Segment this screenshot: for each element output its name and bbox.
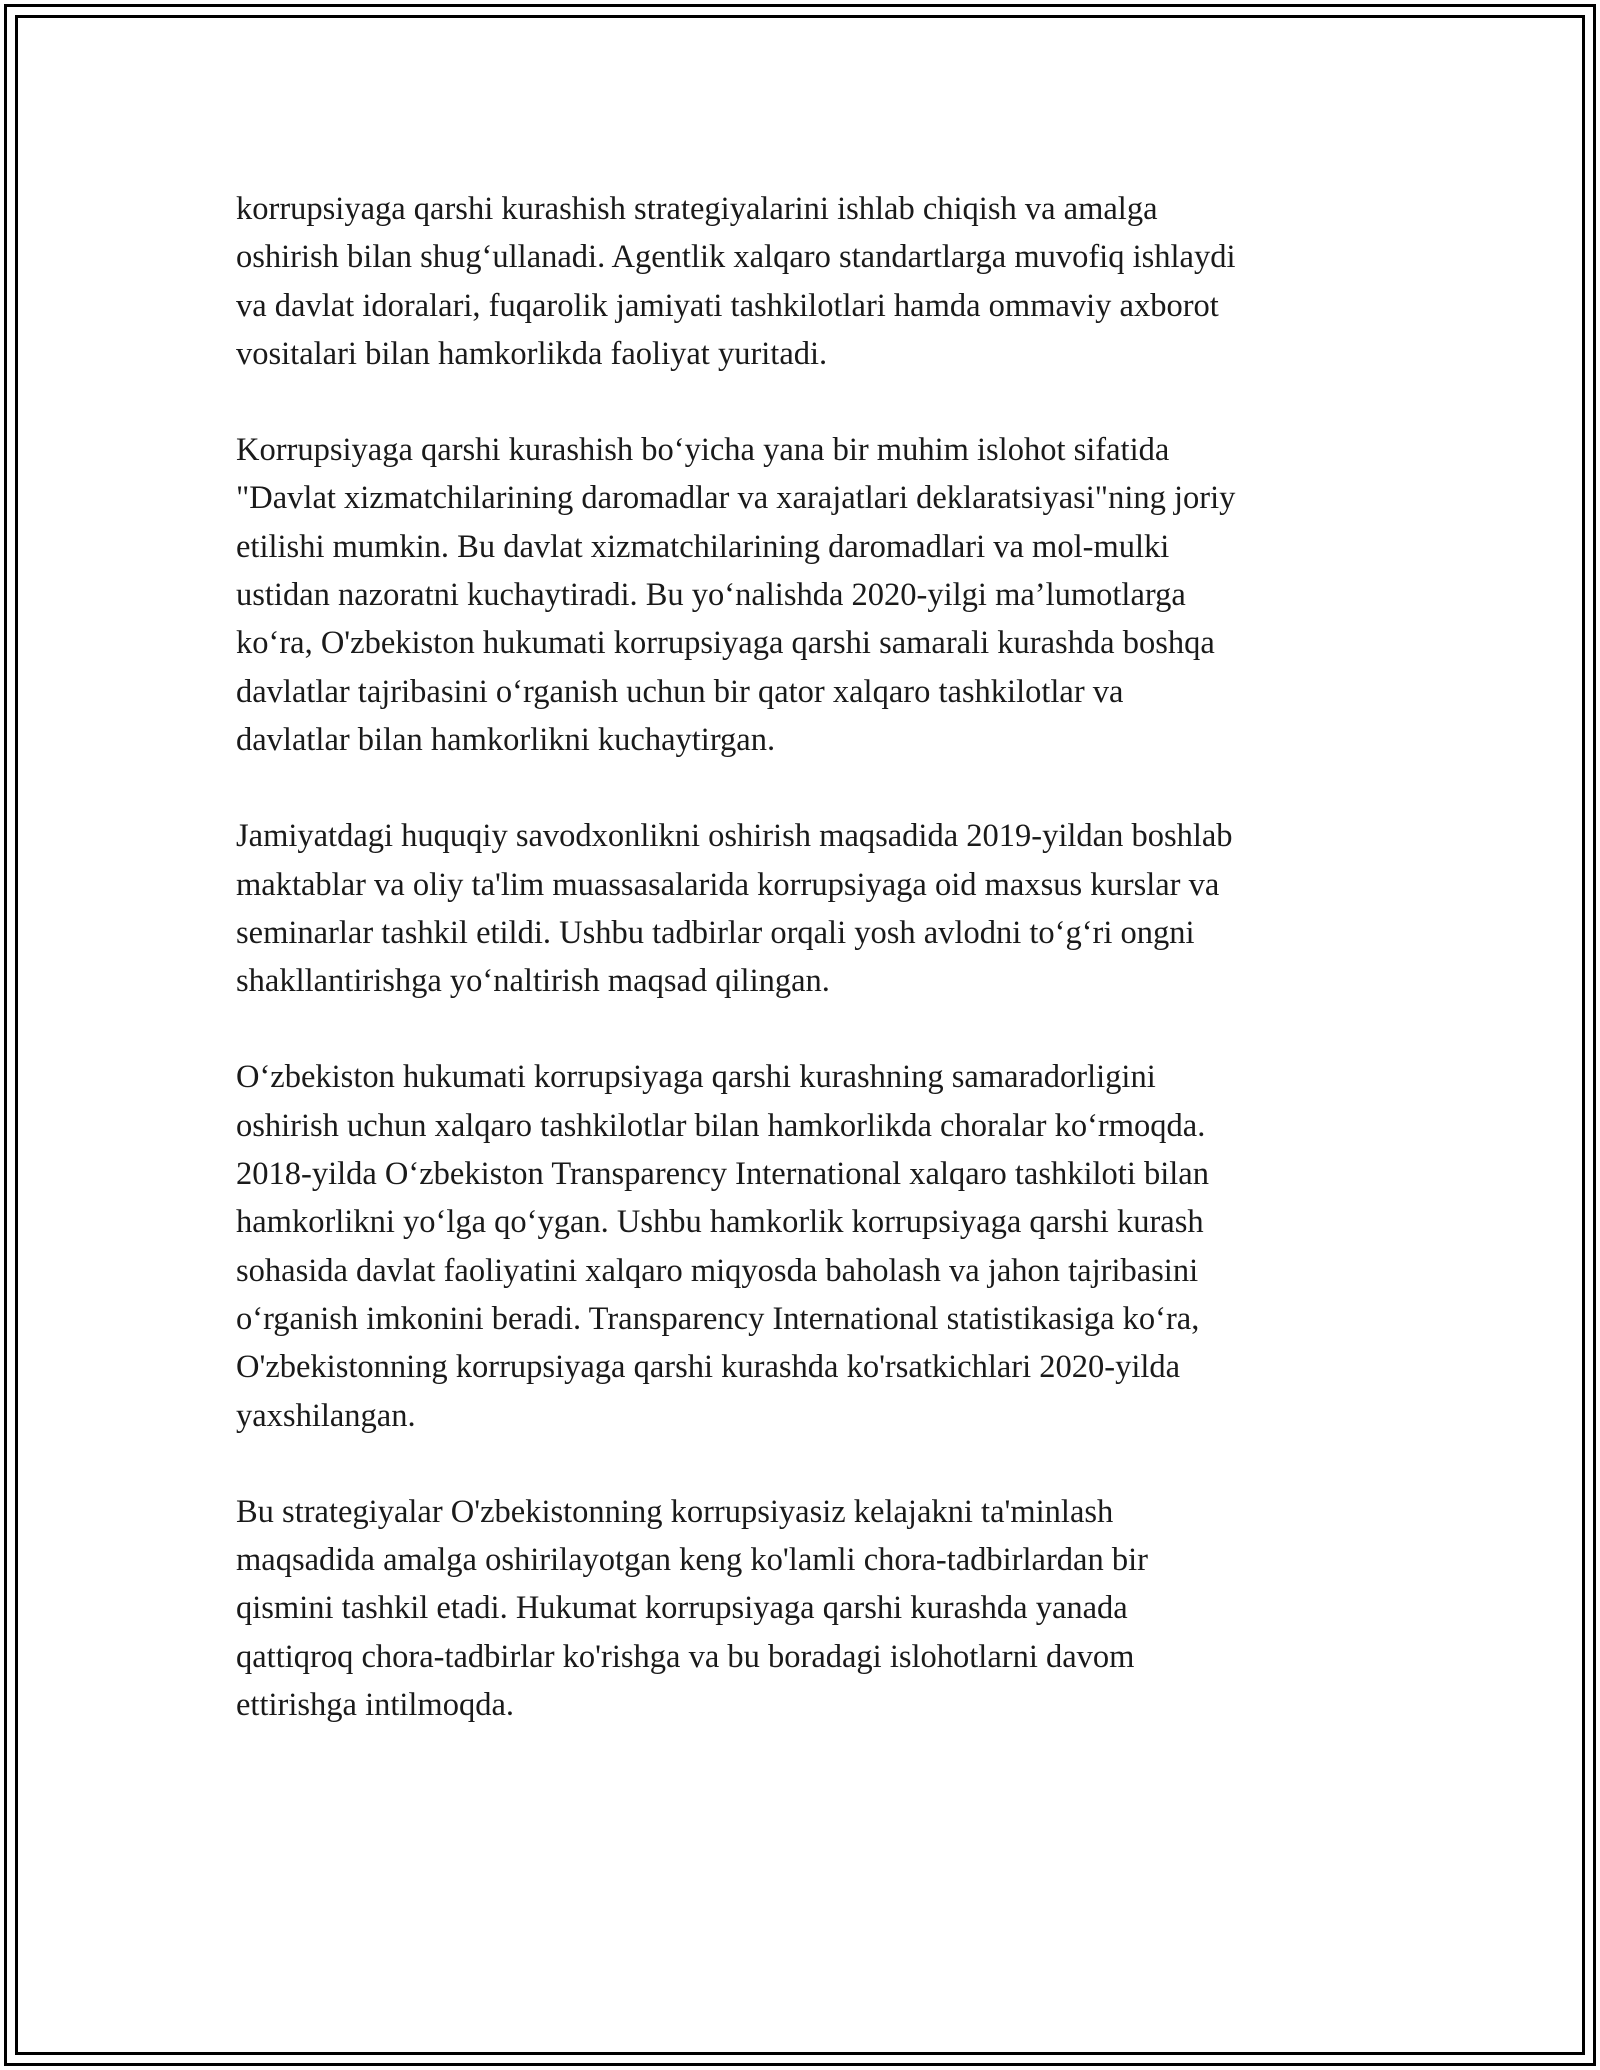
paragraph-5: Bu strategiyalar O'zbekistonning korrupsiyasiz kelajakni ta'minlash maqsadida amalga oshirilayotgan keng ko'lamli chora-tadbirlardan bir qismini tashkil etadi. Hukumat korrupsiyaga qarshi kurashda yanada qattiqroq chora-tadbirlar ko'rishga va bu boradagi islohotlarni davom ettirishga intilmoqda.: [236, 1493, 1148, 1724]
paragraph-2: Korrupsiyaga qarshi kurashish bo‘yicha yana bir muhim islohot sifatida "Davlat xizmatchilarining daromadlar va xarajatlari deklaratsiyasi"ning joriy etilishi mumkin. Bu davlat xizmatchilarining daromadlari va mol-mulki ustidan nazoratni kuchaytiradi. Bu yo‘nalishda 2020-yilgi ma’lumotlarga ko‘ra, O'zbekiston hukumati korrupsiyaga qarshi samarali kurashda boshqa davlatlar tajribasini o‘rganish uchun bir qator xalqaro tashkilotlar va davlatlar bilan hamkorlikni kuchaytirgan.: [236, 432, 1236, 758]
paragraph-1: korrupsiyaga qarshi kurashish strategiyalarini ishlab chiqish va amalga oshirish bilan shug‘ullanadi. Agentlik xalqaro standartlarga muvofiq ishlaydi va davlat idoralari, fuqarolik jamiyati tashkilotlari hamda ommaviy axborot vositalari bilan hamkorlikda faoliyat yuritadi.: [236, 191, 1236, 372]
paragraph-3: Jamiyatdagi huquqiy savodxonlikni oshirish maqsadida 2019-yildan boshlab maktablar va oliy ta'lim muassasalarida korrupsiyaga oid maxsus kurslar va seminarlar tashkil etildi. Ushbu tadbirlar orqali yosh avlodni to‘g‘ri ongni shakllantirishga yo‘naltirish maqsad qilingan.: [236, 818, 1233, 1000]
paragraph-4: O‘zbekiston hukumati korrupsiyaga qarshi kurashning samaradorligini oshirish uchun xalqaro tashkilotlar bilan hamkorlikda choralar ko‘rmoqda. 2018-yilda O‘zbekiston Transparency International xalqaro tashkiloti bilan hamkorlikni yo‘lga qo‘ygan. Ushbu hamkorlik korrupsiyaga qarshi kurash sohasida davlat faoliyatini xalqaro miqyosda baholash va jahon tajribasini o‘rganish imkonini beradi. Transparency International statistikasiga ko‘ra, O'zbekistonning korrupsiyaga qarshi kurashda ko'rsatkichlari 2020-yilda yaxshilangan.: [236, 1059, 1209, 1434]
document-body: [236, 185, 1376, 1777]
